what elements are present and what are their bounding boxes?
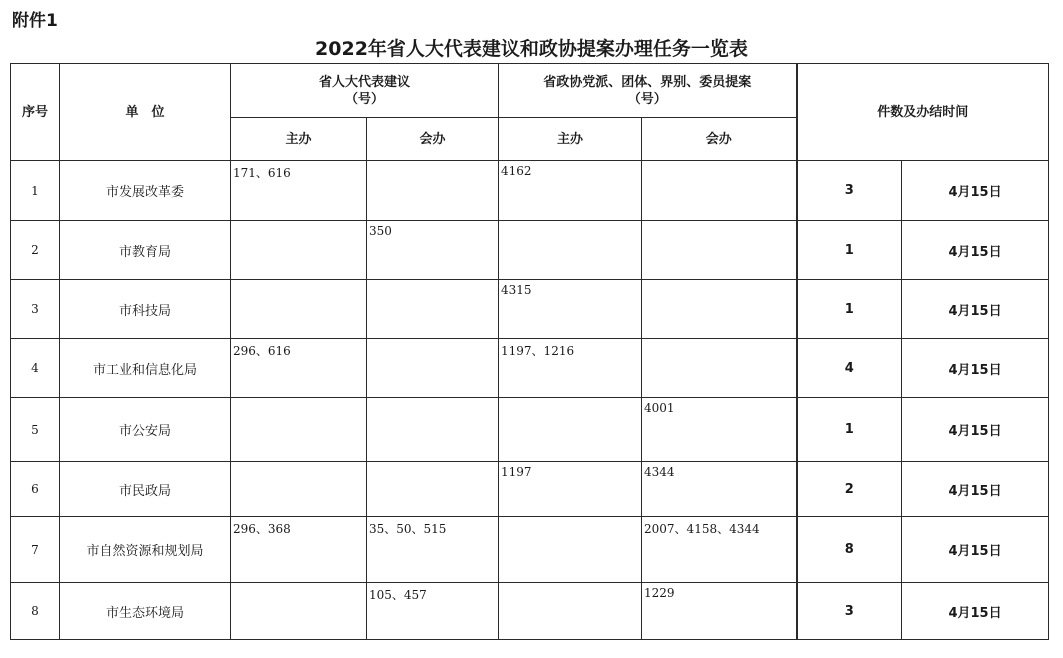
row-deadline: 4月15日 [902,462,1049,517]
table-row [11,280,1049,339]
row-unit: 市教育局 [60,221,231,280]
row-npc-lead: 296、616 [231,339,367,398]
table-row [11,462,1049,517]
row-deadline: 4月15日 [902,221,1049,280]
row-npc-assist [367,161,499,221]
row-npc-assist [367,339,499,398]
row-cppcc-assist [642,339,797,398]
row-cppcc-assist [642,221,797,280]
row-seq: 3 [11,280,60,339]
row-unit: 市自然资源和规划局 [60,517,231,583]
row-count: 4 [797,339,902,398]
header-cppcc-group-label: 省政协党派、团体、界别、委员提案 [543,74,752,90]
table-row [11,339,1049,398]
table-row [11,398,1049,462]
row-npc-lead [231,280,367,339]
row-deadline: 4月15日 [902,517,1049,583]
row-seq: 1 [11,161,60,221]
row-count: 3 [797,161,902,221]
header-npc-group-label: 省人大代表建议 [319,74,411,90]
header-npc-group [231,64,499,118]
row-count: 3 [797,583,902,640]
header-unit: 单 位 [60,64,231,161]
row-seq: 8 [11,583,60,640]
row-cppcc-lead [499,221,642,280]
row-cppcc-lead: 1197、1216 [499,339,642,398]
row-cppcc-assist: 2007、4158、4344 [642,517,797,583]
row-cppcc-lead [499,398,642,462]
table-row [11,221,1049,280]
row-cppcc-assist [642,280,797,339]
header-npc-assist: 会办 [367,118,499,161]
header-seq: 序号 [11,64,60,161]
row-npc-lead [231,221,367,280]
row-count: 1 [797,280,902,339]
row-npc-assist: 350 [367,221,499,280]
row-npc-assist [367,398,499,462]
row-seq: 5 [11,398,60,462]
row-unit: 市发展改革委 [60,161,231,221]
row-count: 2 [797,462,902,517]
row-cppcc-lead: 4315 [499,280,642,339]
row-npc-assist: 105、457 [367,583,499,640]
row-cppcc-assist: 4344 [642,462,797,517]
attachment-label: 附件1 [12,11,58,31]
header-npc-lead: 主办 [231,118,367,161]
row-cppcc-assist [642,161,797,221]
table-row [11,517,1049,583]
header-cppcc-group-unit: （号） [627,91,667,107]
header-cppcc-lead: 主办 [499,118,642,161]
row-cppcc-lead: 4162 [499,161,642,221]
row-npc-assist [367,280,499,339]
row-npc-lead: 171、616 [231,161,367,221]
header-count-date: 件数及办结时间 [797,64,1049,161]
row-npc-assist: 35、50、515 [367,517,499,583]
row-unit: 市工业和信息化局 [60,339,231,398]
row-npc-lead [231,462,367,517]
header-cppcc-assist: 会办 [642,118,797,161]
row-npc-lead: 296、368 [231,517,367,583]
table-row [11,583,1049,640]
header-cppcc-group [499,64,797,118]
row-cppcc-lead [499,583,642,640]
row-unit: 市民政局 [60,462,231,517]
row-deadline: 4月15日 [902,583,1049,640]
row-deadline: 4月15日 [902,339,1049,398]
row-cppcc-lead [499,517,642,583]
row-cppcc-assist: 1229 [642,583,797,640]
row-seq: 4 [11,339,60,398]
row-count: 1 [797,398,902,462]
task-table [10,63,1049,640]
row-deadline: 4月15日 [902,398,1049,462]
row-deadline: 4月15日 [902,161,1049,221]
row-seq: 7 [11,517,60,583]
row-cppcc-lead: 1197 [499,462,642,517]
row-count: 8 [797,517,902,583]
header-row-1 [11,64,1049,118]
table-row [11,161,1049,221]
row-seq: 6 [11,462,60,517]
page-title: 2022年省人大代表建议和政协提案办理任务一览表 [315,38,748,60]
row-count: 1 [797,221,902,280]
row-npc-assist [367,462,499,517]
row-unit: 市科技局 [60,280,231,339]
row-cppcc-assist: 4001 [642,398,797,462]
row-npc-lead [231,583,367,640]
row-unit: 市公安局 [60,398,231,462]
row-deadline: 4月15日 [902,280,1049,339]
row-seq: 2 [11,221,60,280]
header-npc-group-unit: （号） [345,91,385,107]
row-unit: 市生态环境局 [60,583,231,640]
row-npc-lead [231,398,367,462]
